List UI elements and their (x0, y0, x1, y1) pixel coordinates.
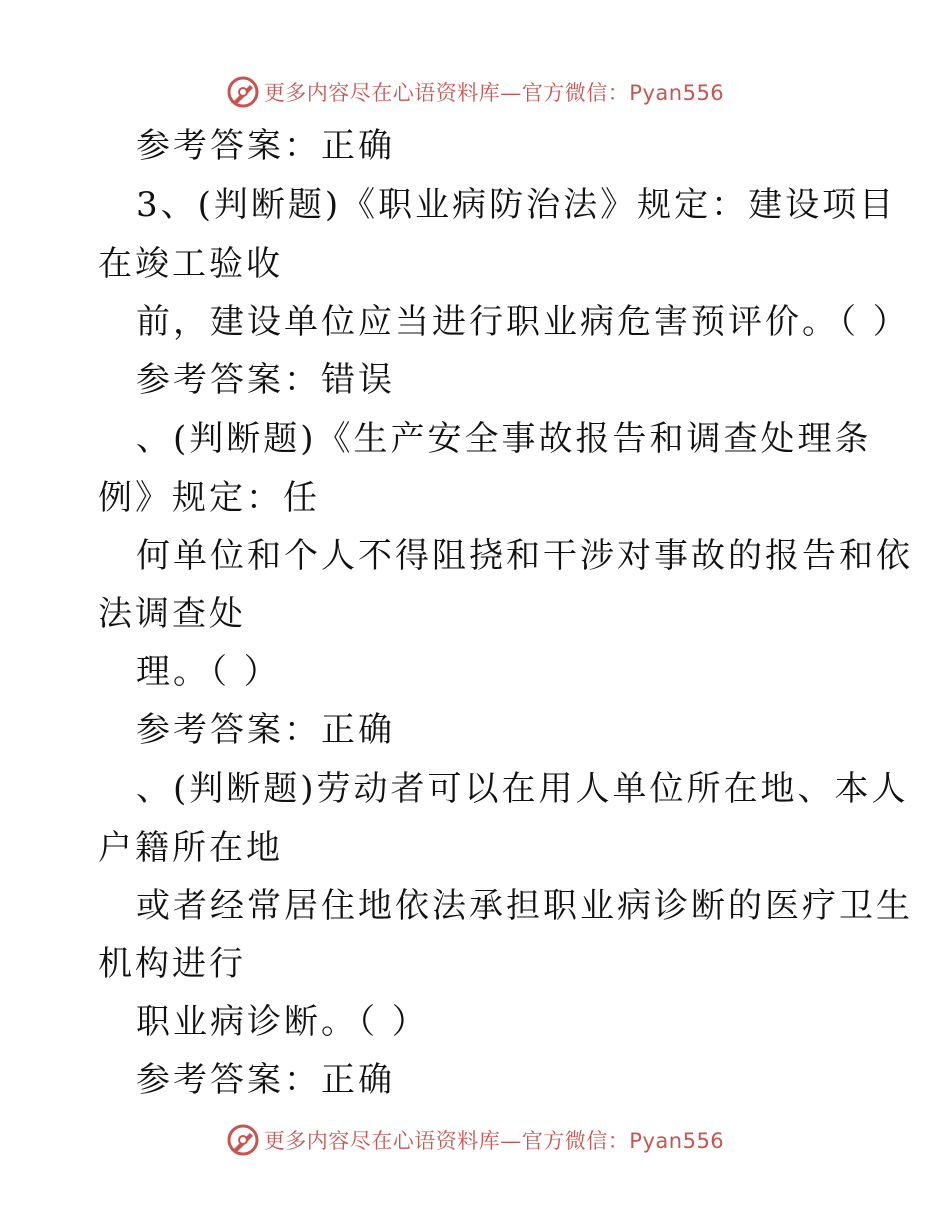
question-line: 法调查处 (98, 594, 246, 634)
watermark-footer (0, 1120, 950, 1160)
question-line: 机构进行 (98, 944, 246, 984)
pen-circle-logo-icon (226, 75, 260, 109)
question-line: 理。（ ） (136, 652, 281, 692)
question-line: 户籍所在地 (98, 828, 283, 868)
watermark-header (0, 72, 950, 112)
answer-line: 参考答案：正确 (136, 710, 395, 750)
question-line: 何单位和个人不得阻挠和干涉对事故的报告和依 (136, 536, 913, 576)
pen-circle-logo-icon (226, 1123, 260, 1157)
question-line: 职业病诊断。（ ） (136, 1002, 429, 1042)
question-line: 在竣工验收 (98, 244, 283, 284)
answer-line: 参考答案：错误 (136, 360, 395, 400)
answer-line: 参考答案：正确 (136, 126, 395, 166)
watermark-text: 更多内容尽在心语资料库—官方微信：Pyan556 (263, 1129, 725, 1153)
question-line: 3、(判断题)《职业病防治法》规定：建设项目 (136, 185, 897, 225)
question-line: 前，建设单位应当进行职业病危害预评价。（ ） (136, 302, 910, 342)
question-line: 、(判断题)《生产安全事故报告和调查处理条 (136, 419, 872, 459)
question-line: 或者经常居住地依法承担职业病诊断的医疗卫生 (136, 886, 913, 926)
answer-line: 参考答案：正确 (136, 1060, 395, 1100)
watermark-text: 更多内容尽在心语资料库—官方微信：Pyan556 (263, 81, 725, 105)
question-line: 、(判断题)劳动者可以在用人单位所在地、本人 (136, 769, 909, 809)
question-line: 例》规定：任 (98, 478, 320, 518)
